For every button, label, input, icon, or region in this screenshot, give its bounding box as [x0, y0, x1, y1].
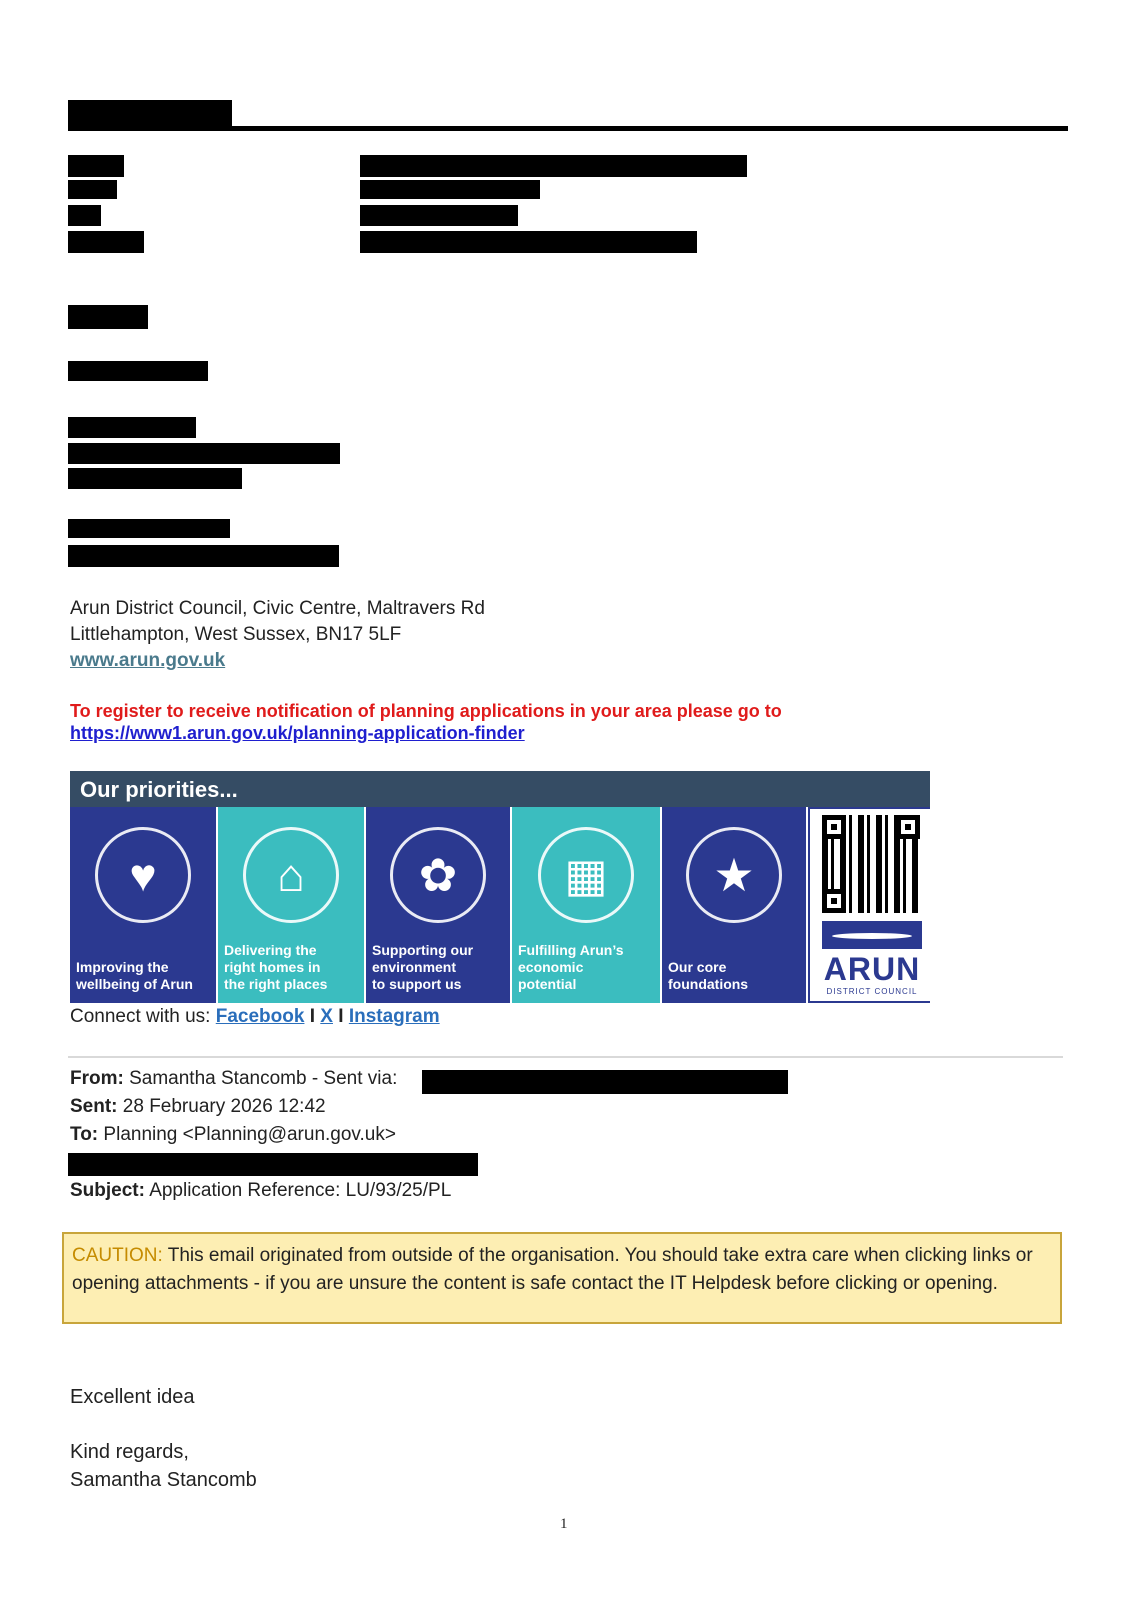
redacted-field-label	[68, 231, 144, 253]
subject-label: Subject:	[70, 1180, 145, 1201]
tile-caption: potential	[518, 976, 577, 992]
redacted-line	[68, 417, 196, 438]
redacted-signature	[68, 519, 230, 538]
redacted-field-label	[68, 155, 124, 177]
heart-pulse-icon: ♥	[95, 827, 191, 923]
arun-logo-tile	[808, 807, 930, 1003]
tile-caption: Our core	[668, 959, 727, 975]
priorities-banner	[70, 771, 930, 1003]
website-link[interactable]: www.arun.gov.uk	[70, 650, 226, 671]
arun-logo-text: ARUN	[823, 951, 921, 987]
redacted-greeting	[68, 305, 148, 329]
email-subject	[70, 1180, 451, 1202]
instagram-link[interactable]: Instagram	[348, 1006, 440, 1027]
connect-row	[70, 1006, 440, 1028]
sent-value: 28 February 2026 12:42	[122, 1096, 326, 1117]
redacted-sender-address	[422, 1070, 788, 1094]
tile-caption: Improving the	[76, 959, 169, 975]
banner-title: Our priorities...	[80, 777, 238, 802]
tile-caption: the right places	[224, 976, 328, 992]
redacted-header-name	[68, 100, 232, 128]
redacted-field-value	[360, 180, 540, 199]
qr-code-icon[interactable]	[822, 815, 920, 913]
link-separator: I	[309, 1006, 316, 1027]
from-label: From:	[70, 1068, 124, 1089]
priority-tile-economic	[512, 807, 662, 1003]
email-to	[70, 1124, 396, 1146]
caution-text: This email originated from outside of the organisation. You should take extra care when clicking links or opening attachments - if you are unsure the content is safe contact the IT Helpdesk before clicking or opening.	[72, 1245, 1033, 1294]
priority-tile-foundations	[662, 807, 808, 1003]
priority-tile-environment	[366, 807, 512, 1003]
priority-tile-wellbeing	[70, 807, 218, 1003]
redacted-field-label	[68, 205, 101, 226]
council-address	[70, 596, 485, 674]
tile-caption: environment	[372, 959, 457, 975]
from-value: Samantha Stancomb - Sent via:	[129, 1068, 398, 1089]
planning-finder-link[interactable]: https://www1.arun.gov.uk/planning-application-finder	[70, 723, 525, 743]
connect-label: Connect with us:	[70, 1006, 211, 1027]
link-separator: I	[338, 1006, 344, 1027]
tile-caption: economic	[518, 959, 584, 975]
address-line-1: Arun District Council, Civic Centre, Maltravers Rd	[70, 598, 485, 619]
caution-label: CAUTION:	[72, 1245, 163, 1266]
redacted-field-value	[360, 231, 697, 253]
tile-caption: foundations	[668, 976, 749, 992]
redacted-field-value	[360, 155, 747, 177]
redacted-line	[68, 468, 242, 489]
priority-tile-homes	[218, 807, 366, 1003]
redacted-field-value	[360, 205, 518, 226]
tile-caption: to support us	[372, 976, 462, 992]
redacted-cc-line	[68, 1153, 478, 1176]
subject-value: Application Reference: LU/93/25/PL	[149, 1180, 452, 1201]
page-number: 1	[560, 1516, 568, 1532]
planning-notice	[70, 700, 782, 744]
arun-wave-logo-icon	[822, 921, 922, 949]
hand-stars-icon: ★	[686, 827, 782, 923]
redacted-line	[68, 443, 340, 464]
redacted-signature	[68, 545, 339, 567]
tile-caption: Fulfilling Arun’s	[518, 942, 624, 958]
caution-banner	[62, 1232, 1062, 1324]
redacted-field-label	[68, 180, 117, 199]
email-divider	[68, 1056, 1063, 1058]
facebook-link[interactable]: Facebook	[215, 1006, 305, 1027]
body-message: Excellent idea	[70, 1386, 195, 1408]
address-line-2: Littlehampton, West Sussex, BN17 5LF	[70, 624, 402, 645]
to-label: To:	[70, 1124, 99, 1145]
lightbulb-leaf-icon: ✿	[390, 827, 486, 923]
x-link[interactable]: X	[320, 1006, 333, 1027]
tile-caption: Delivering the	[224, 942, 317, 958]
body-sender-name: Samantha Stancomb	[70, 1469, 257, 1491]
planning-notice-text: To register to receive notification of planning applications in your area please go to	[70, 701, 782, 721]
body-signoff: Kind regards,	[70, 1441, 189, 1463]
to-value: Planning <Planning@arun.gov.uk>	[103, 1124, 396, 1145]
email-sent	[70, 1096, 326, 1118]
redacted-line	[68, 361, 208, 381]
tile-caption: Supporting our	[372, 942, 474, 958]
header-rule	[68, 126, 1068, 131]
email-from	[70, 1068, 397, 1090]
sent-label: Sent:	[70, 1096, 118, 1117]
arun-logo-subtext: DISTRICT COUNCIL	[826, 987, 918, 996]
tile-caption: wellbeing of Arun	[76, 976, 193, 992]
house-family-icon: ⌂	[243, 827, 339, 923]
tile-caption: right homes in	[224, 959, 321, 975]
brick-wall-icon: ▦	[538, 827, 634, 923]
